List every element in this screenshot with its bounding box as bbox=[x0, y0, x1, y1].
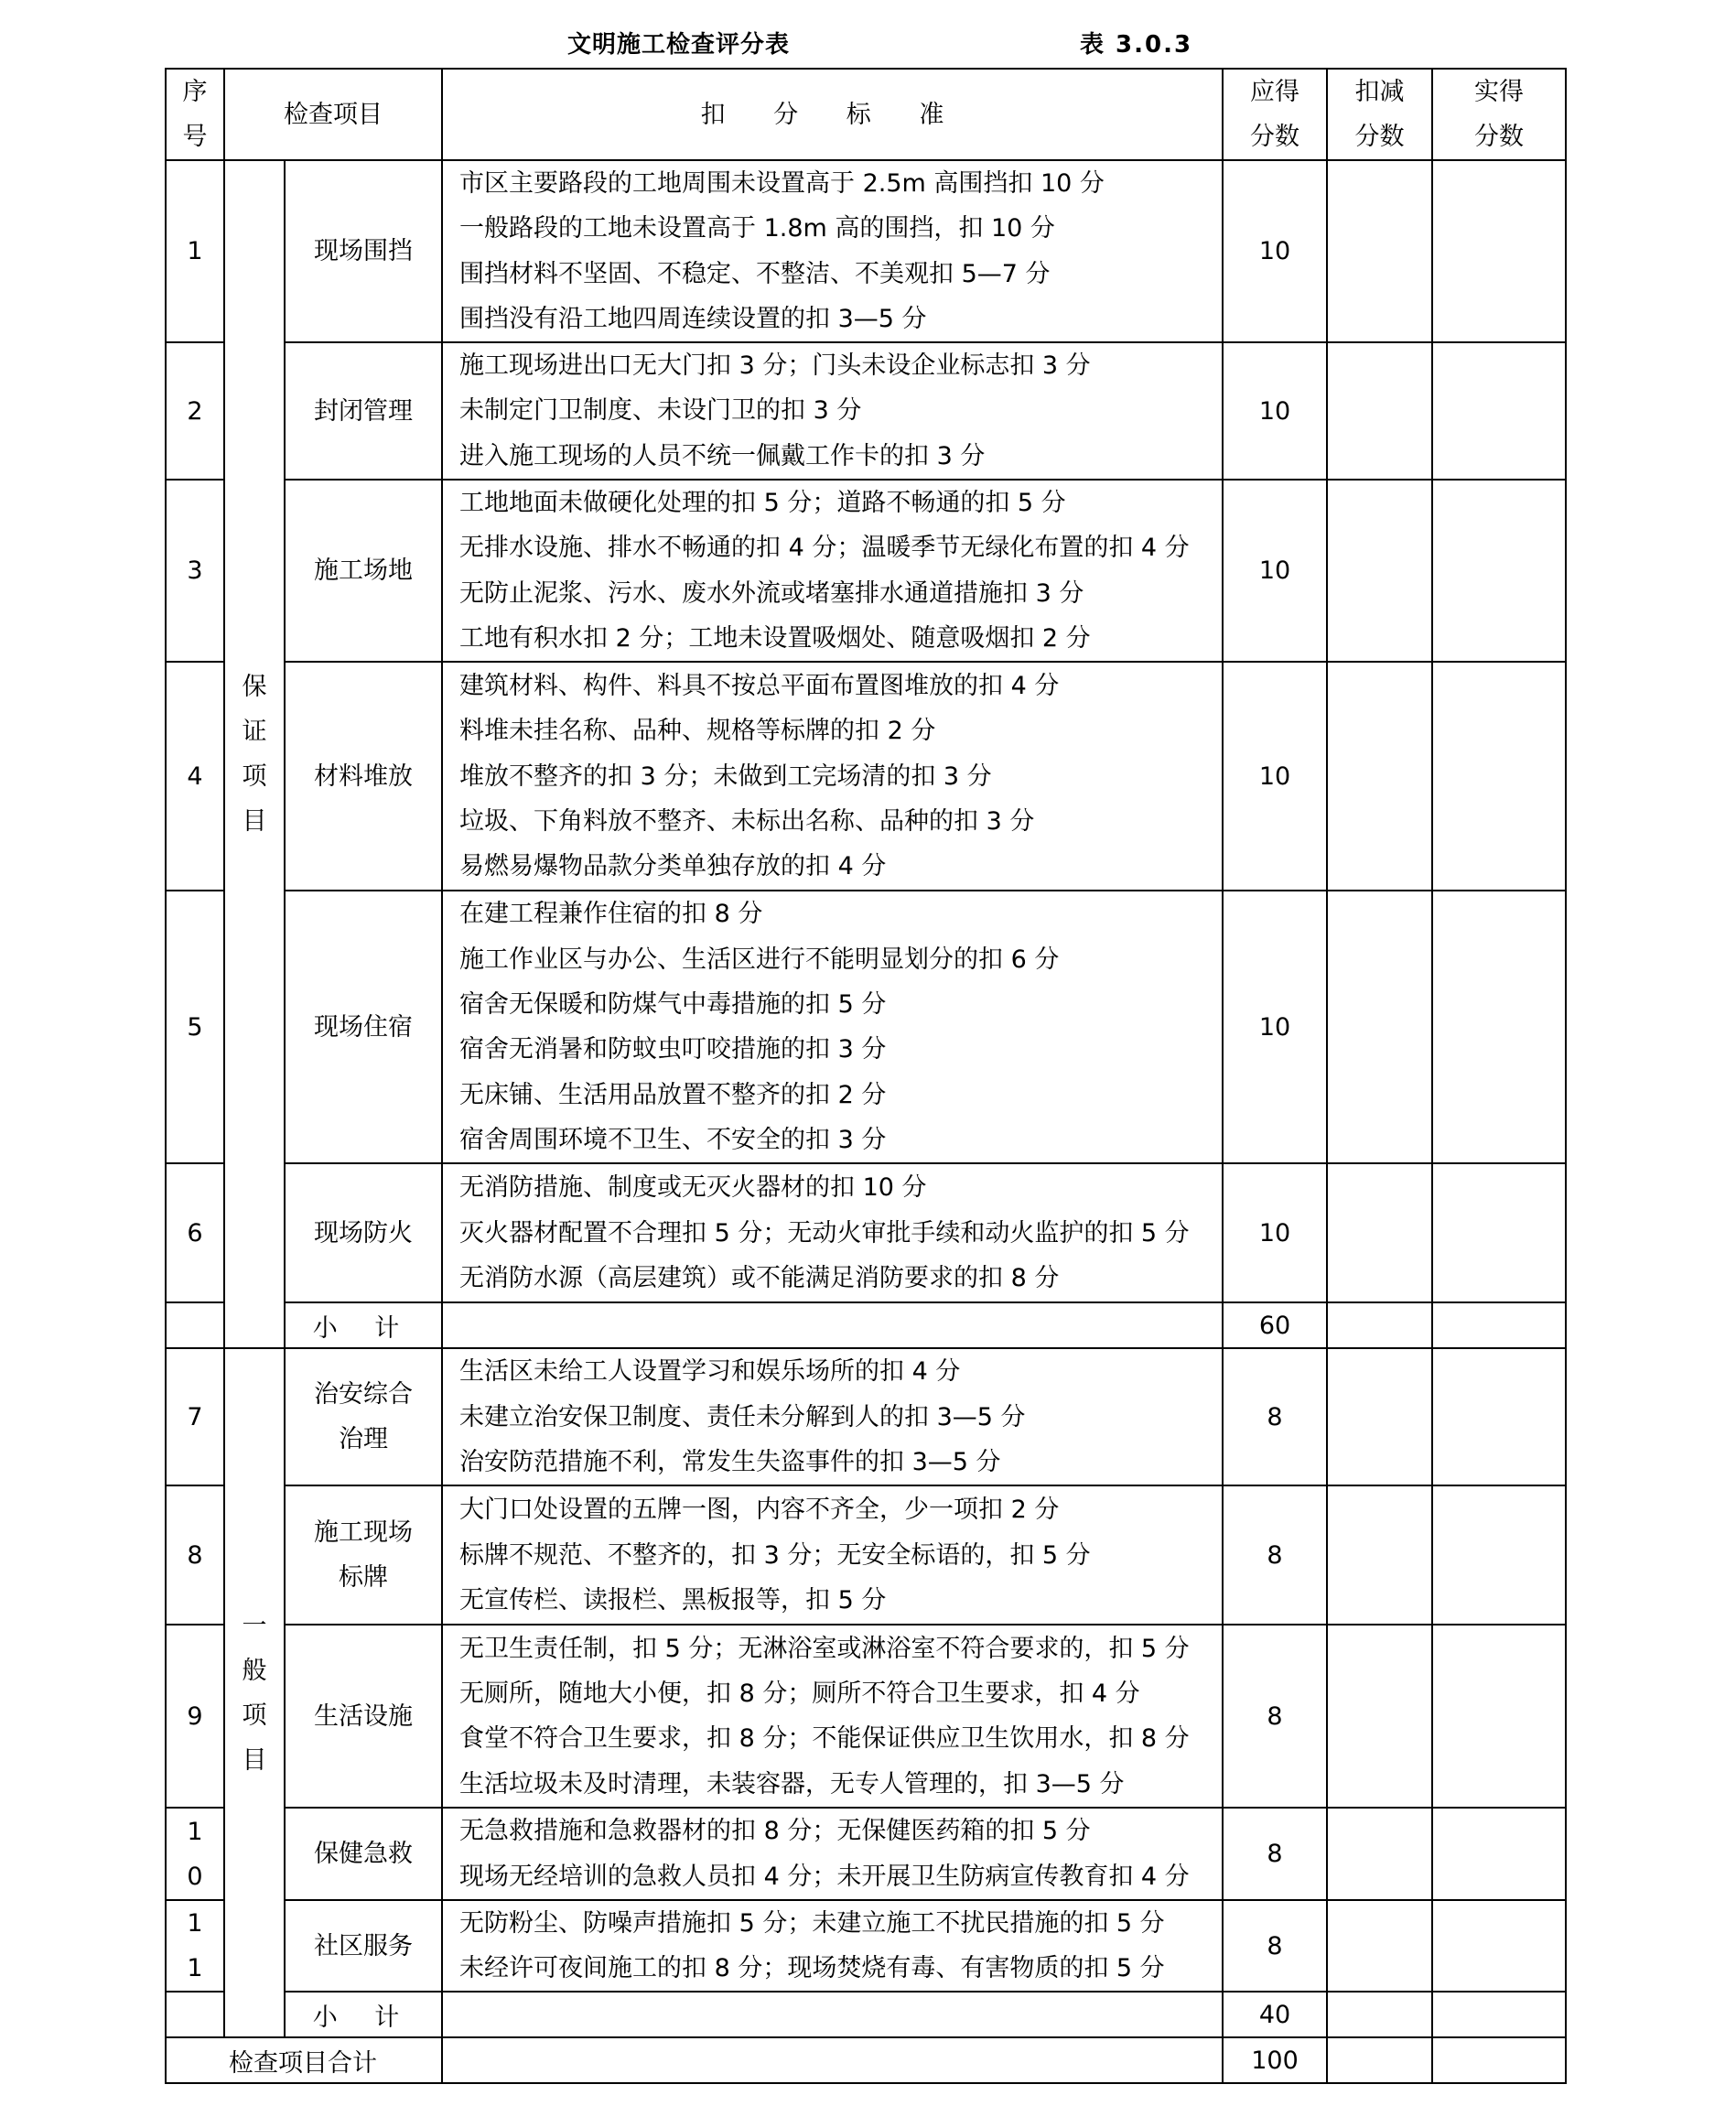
row-seq: 11 bbox=[166, 1900, 224, 1993]
total-actual-score bbox=[1432, 2037, 1566, 2083]
total-criteria bbox=[442, 2037, 1223, 2083]
table-row bbox=[166, 1163, 1566, 1302]
row-item: 保健急救 bbox=[285, 1808, 442, 1900]
table-row bbox=[166, 1485, 1566, 1625]
row-item: 材料堆放 bbox=[285, 662, 442, 891]
header-item: 检查项目 bbox=[224, 69, 442, 160]
subtotal-deduct-score bbox=[1327, 1992, 1432, 2037]
row-criteria: 在建工程兼作住宿的扣 8 分 施工作业区与办公、生活区进行不能明显划分的扣 6 分 宿舍无保暖和防煤气中毒措施的扣 5 分 宿舍无消暑和防蚊虫叮咬措施的扣 3 分 无床铺、生活用品放置不整齐的扣 2 分 宿舍周围环境不卫生、不安全的扣 3 分 bbox=[442, 891, 1223, 1163]
total-label: 检查项目合计 bbox=[166, 2037, 442, 2083]
row-deduct-score bbox=[1327, 160, 1432, 342]
row-criteria: 大门口处设置的五牌一图，内容不齐全，少一项扣 2 分 标牌不规范、不整齐的，扣 3 分；无安全标语的，扣 5 分 无宣传栏、读报栏、黑板报等，扣 5 分 bbox=[442, 1485, 1223, 1625]
table-row bbox=[166, 1808, 1566, 1900]
row-due-score: 8 bbox=[1223, 1485, 1327, 1625]
row-due-score: 10 bbox=[1223, 891, 1327, 1163]
row-seq: 2 bbox=[166, 342, 224, 480]
header-due-score: 应得 分数 bbox=[1223, 69, 1327, 160]
table-row bbox=[166, 891, 1566, 1163]
row-item: 施工场地 bbox=[285, 480, 442, 662]
row-due-score: 8 bbox=[1223, 1348, 1327, 1485]
subtotal-actual-score bbox=[1432, 1992, 1566, 2037]
row-item: 施工现场 标牌 bbox=[285, 1485, 442, 1625]
subtotal-row bbox=[166, 1302, 1566, 1348]
row-deduct-score bbox=[1327, 480, 1432, 662]
score-table bbox=[165, 68, 1567, 2084]
row-due-score: 10 bbox=[1223, 342, 1327, 480]
row-due-score: 10 bbox=[1223, 662, 1327, 891]
row-item: 生活设施 bbox=[285, 1625, 442, 1808]
subtotal-due-score: 60 bbox=[1223, 1302, 1327, 1348]
subtotal-row bbox=[166, 1992, 1566, 2037]
subtotal-actual-score bbox=[1432, 1302, 1566, 1348]
row-criteria: 市区主要路段的工地周围未设置高于 2.5m 高围挡扣 10 分 一般路段的工地未设置高于 1.8m 高的围挡，扣 10 分 围挡材料不坚固、不稳定、不整洁、不美观扣 5—7 分 围挡没有沿工地四周连续设置的扣 3—5 分 bbox=[442, 160, 1223, 342]
row-deduct-score bbox=[1327, 662, 1432, 891]
group-label-general: 一 般 项 目 bbox=[224, 1348, 285, 2037]
row-actual-score bbox=[1432, 1348, 1566, 1485]
row-criteria: 建筑材料、构件、料具不按总平面布置图堆放的扣 4 分 料堆未挂名称、品种、规格等标牌的扣 2 分 堆放不整齐的扣 3 分；未做到工完场清的扣 3 分 垃圾、下角料放不整齐、未标出名称、品种的扣 3 分 易燃易爆物品款分类单独存放的扣 4 分 bbox=[442, 662, 1223, 891]
title-bar bbox=[165, 26, 1565, 62]
row-actual-score bbox=[1432, 1485, 1566, 1625]
row-deduct-score bbox=[1327, 1348, 1432, 1485]
subtotal-due-score: 40 bbox=[1223, 1992, 1327, 2037]
table-number: 表 3.0.3 bbox=[1080, 31, 1193, 59]
row-actual-score bbox=[1432, 662, 1566, 891]
table-row bbox=[166, 480, 1566, 662]
row-due-score: 10 bbox=[1223, 1163, 1327, 1302]
table-row bbox=[166, 1900, 1566, 1993]
row-seq: 5 bbox=[166, 891, 224, 1163]
row-criteria: 无急救措施和急救器材的扣 8 分；无保健医药箱的扣 5 分 现场无经培训的急救人员扣 4 分；未开展卫生防病宣传教育扣 4 分 bbox=[442, 1808, 1223, 1900]
table-row bbox=[166, 342, 1566, 480]
subtotal-seq bbox=[166, 1302, 224, 1348]
row-actual-score bbox=[1432, 342, 1566, 480]
page-title: 文明施工检查评分表 bbox=[567, 31, 791, 59]
row-actual-score bbox=[1432, 480, 1566, 662]
row-item: 治安综合 治理 bbox=[285, 1348, 442, 1485]
row-deduct-score bbox=[1327, 1900, 1432, 1993]
header-deduct-score: 扣减 分数 bbox=[1327, 69, 1432, 160]
row-criteria: 施工现场进出口无大门扣 3 分；门头未设企业标志扣 3 分 未制定门卫制度、未设门卫的扣 3 分 进入施工现场的人员不统一佩戴工作卡的扣 3 分 bbox=[442, 342, 1223, 480]
total-due-score: 100 bbox=[1223, 2037, 1327, 2083]
header-actual-score: 实得 分数 bbox=[1432, 69, 1566, 160]
row-due-score: 8 bbox=[1223, 1808, 1327, 1900]
row-actual-score bbox=[1432, 160, 1566, 342]
row-due-score: 8 bbox=[1223, 1900, 1327, 1993]
row-deduct-score bbox=[1327, 1485, 1432, 1625]
subtotal-deduct-score bbox=[1327, 1302, 1432, 1348]
table-row bbox=[166, 662, 1566, 891]
subtotal-label: 小 计 bbox=[285, 1992, 442, 2037]
total-row bbox=[166, 2037, 1566, 2083]
row-deduct-score bbox=[1327, 342, 1432, 480]
group-label-guarantee: 保 证 项 目 bbox=[224, 160, 285, 1348]
row-seq: 4 bbox=[166, 662, 224, 891]
row-actual-score bbox=[1432, 1900, 1566, 1993]
header-seq: 序 号 bbox=[166, 69, 224, 160]
row-due-score: 8 bbox=[1223, 1625, 1327, 1808]
subtotal-criteria bbox=[442, 1302, 1223, 1348]
row-seq: 8 bbox=[166, 1485, 224, 1625]
row-deduct-score bbox=[1327, 1163, 1432, 1302]
row-due-score: 10 bbox=[1223, 480, 1327, 662]
header-criteria: 扣 分 标 准 bbox=[442, 69, 1223, 160]
total-deduct-score bbox=[1327, 2037, 1432, 2083]
table-row bbox=[166, 1348, 1566, 1485]
row-seq: 10 bbox=[166, 1808, 224, 1900]
table-row bbox=[166, 1625, 1566, 1808]
row-item: 现场围挡 bbox=[285, 160, 442, 342]
table-row bbox=[166, 160, 1566, 342]
row-due-score: 10 bbox=[1223, 160, 1327, 342]
row-seq: 3 bbox=[166, 480, 224, 662]
row-actual-score bbox=[1432, 1808, 1566, 1900]
header-row bbox=[166, 69, 1566, 160]
subtotal-seq bbox=[166, 1992, 224, 2037]
subtotal-criteria bbox=[442, 1992, 1223, 2037]
row-item: 现场住宿 bbox=[285, 891, 442, 1163]
row-seq: 1 bbox=[166, 160, 224, 342]
row-criteria: 生活区未给工人设置学习和娱乐场所的扣 4 分 未建立治安保卫制度、责任未分解到人的扣 3—5 分 治安防范措施不利，常发生失盗事件的扣 3—5 分 bbox=[442, 1348, 1223, 1485]
row-item: 现场防火 bbox=[285, 1163, 442, 1302]
subtotal-label: 小 计 bbox=[285, 1302, 442, 1348]
row-deduct-score bbox=[1327, 1625, 1432, 1808]
row-actual-score bbox=[1432, 1625, 1566, 1808]
row-actual-score bbox=[1432, 1163, 1566, 1302]
row-deduct-score bbox=[1327, 891, 1432, 1163]
row-item: 社区服务 bbox=[285, 1900, 442, 1993]
row-item: 封闭管理 bbox=[285, 342, 442, 480]
row-seq: 7 bbox=[166, 1348, 224, 1485]
row-seq: 6 bbox=[166, 1163, 224, 1302]
row-criteria: 无消防措施、制度或无灭火器材的扣 10 分 灭火器材配置不合理扣 5 分；无动火审批手续和动火监护的扣 5 分 无消防水源（高层建筑）或不能满足消防要求的扣 8 分 bbox=[442, 1163, 1223, 1302]
row-criteria: 工地地面未做硬化处理的扣 5 分；道路不畅通的扣 5 分 无排水设施、排水不畅通的扣 4 分；温暖季节无绿化布置的扣 4 分 无防止泥浆、污水、废水外流或堵塞排水通道措施扣 3 分 工地有积水扣 2 分；工地未设置吸烟处、随意吸烟扣 2 分 bbox=[442, 480, 1223, 662]
row-criteria: 无卫生责任制，扣 5 分；无淋浴室或淋浴室不符合要求的，扣 5 分 无厕所，随地大小便，扣 8 分；厕所不符合卫生要求，扣 4 分 食堂不符合卫生要求，扣 8 分；不能保证供应卫生饮用水，扣 8 分 生活垃圾未及时清理，未装容器，无专人管理的，扣 3—5 分 bbox=[442, 1625, 1223, 1808]
row-deduct-score bbox=[1327, 1808, 1432, 1900]
row-actual-score bbox=[1432, 891, 1566, 1163]
row-criteria: 无防粉尘、防噪声措施扣 5 分；未建立施工不扰民措施的扣 5 分 未经许可夜间施工的扣 8 分；现场焚烧有毒、有害物质的扣 5 分 bbox=[442, 1900, 1223, 1993]
row-seq: 9 bbox=[166, 1625, 224, 1808]
